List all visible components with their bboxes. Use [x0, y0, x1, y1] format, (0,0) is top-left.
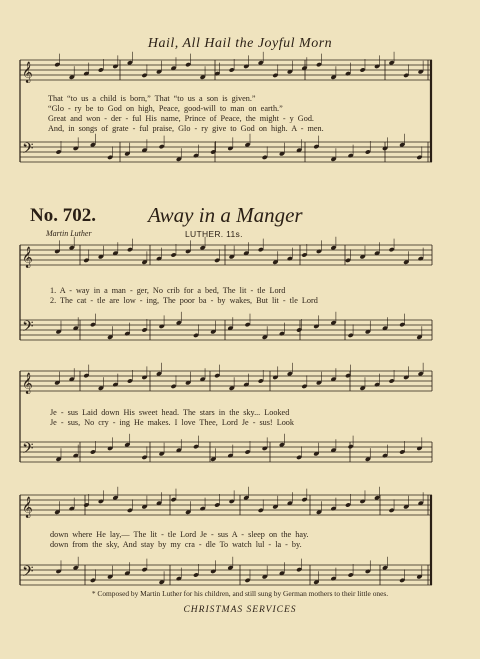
lyric-line: down from the sky, And stay by my cra - dle To watch lul - la - by.	[50, 540, 302, 549]
composer-credit: Martin Luther	[46, 229, 92, 238]
treble-clef-icon: 𝄞	[22, 62, 33, 83]
bass-clef-icon: 𝄢	[22, 440, 34, 461]
treble-clef-icon: 𝄞	[22, 373, 33, 394]
treble-clef-icon: 𝄞	[22, 247, 33, 268]
lyric-line: down where He lay,— The lit - tle Lord Je - sus A - sleep on the hay.	[50, 530, 309, 539]
bass-clef-icon: 𝄢	[22, 318, 34, 339]
system-1-lyrics	[50, 286, 450, 306]
lyric-line: 1. A - way in a man - ger, No crib for a bed, The lit - tle Lord	[50, 286, 286, 295]
lyric-line: And, in songs of grate - ful praise, Glo - ry give to God on high. A - men.	[48, 124, 324, 133]
lyric-line: 2. The cat - tle are low - ing, The poor ba - by wakes, But lit - tle Lord	[50, 296, 318, 305]
system-3-lyrics	[50, 530, 450, 550]
lyric-line: Je - sus Laid down His sweet head. The stars in the sky... Looked	[50, 408, 290, 417]
lyric-line: “Glo - ry be to God on high, Peace, good-will to man on earth.”	[48, 104, 283, 113]
tune-name: LUTHER. 11s.	[185, 229, 243, 239]
hymn-number: No. 702.	[30, 205, 96, 226]
lyric-line: Je - sus, No cry - ing He makes. I love Thee, Lord Je - sus! Look	[50, 418, 294, 427]
page-footer: CHRISTMAS SERVICES	[183, 605, 297, 615]
hymn-title: Away in a Manger	[148, 203, 303, 227]
top-hymn-title: Hail, All Hail the Joyful Morn	[147, 36, 333, 51]
top-hymn-lyrics	[48, 94, 448, 134]
treble-clef-icon: 𝄞	[22, 497, 33, 518]
bass-clef-icon: 𝄢	[22, 563, 34, 584]
bass-clef-icon: 𝄢	[22, 140, 34, 161]
lyric-line: That “to us a child is born,” That “to us a son is given.”	[48, 94, 256, 103]
lyric-line: Great and won - der - ful His name, Prince of Peace, the might - y God.	[48, 114, 314, 123]
footnote: * Composed by Martin Luther for his children, and still sung by German mothers to their little ones.	[91, 589, 389, 598]
system-2-lyrics	[50, 408, 450, 428]
